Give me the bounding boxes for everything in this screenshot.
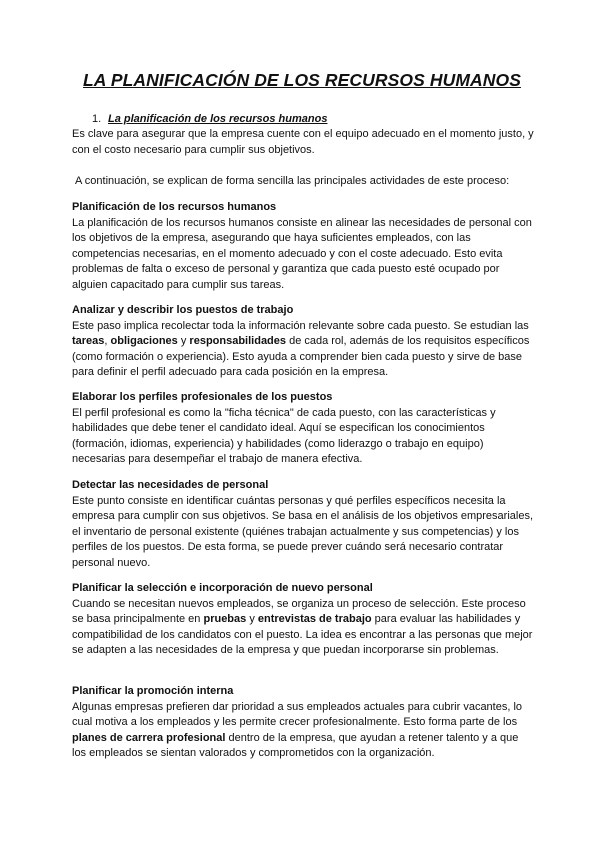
section-text: El perfil profesional es como la "ficha técnica" de cada puesto, con las características y habilidades que debe tener el candidato ideal. Aquí se especifican los conocimientos (formación, idiomas, experiencia) y habilidades (como liderazgo o trabajo en equipo) necesarias para desempeñar el trabajo de manera efectiva. xyxy=(72,406,496,465)
section-text: Cuando se necesitan nuevos empleados, se organiza un proceso de selección. Este proceso se basa principalmente en pruebas y entrevistas de trabajo para evaluar las habilidades y compatibilidad de los candidatos con el puesto. La idea es encontrar a las personas que mejor se adapten a las necesidades de la empresa y que puedan incorporarse sin problemas. xyxy=(72,597,533,656)
intro-text: Es clave para asegurar que la empresa cuente con el equipo adecuado en el momento justo, y con el costo necesario para cumplir sus objetivos. xyxy=(72,128,534,156)
lead-paragraph xyxy=(75,174,537,190)
section-promocion-interna xyxy=(72,684,534,762)
section-heading: Planificar la selección e incorporación de nuevo personal xyxy=(72,582,373,594)
numbered-list-item xyxy=(92,113,327,125)
section-perfiles-profesionales xyxy=(72,390,534,468)
document-title: LA PLANIFICACIÓN DE LOS RECURSOS HUMANOS xyxy=(83,70,521,90)
section-text: La planificación de los recursos humanos consiste en alinear las necesidades de personal con los objetivos de la empresa, asegurando que haya suficientes empleados, con las competencias necesarias, en el momento adecuado y con el coste adecuado. Esto evita problemas de falta o exceso de personal y garantiza que cada puesto esté ocupado por alguien capacitado para cumplir sus tareas. xyxy=(72,216,532,291)
section-heading: Planificación de los recursos humanos xyxy=(72,201,277,213)
lead-text: A continuación, se explican de forma sencilla las principales actividades de este proceso: xyxy=(75,175,510,187)
section-seleccion-incorporacion xyxy=(72,581,534,659)
section-text: Este punto consiste en identificar cuántas personas y qué perfiles específicos necesita la empresa para cumplir con sus objetivos. Se basa en el análisis de los objetivos empresariales, el inventario de personal existente (quiénes trabajan actualmente y sus competencias) y los perfiles de los puestos. De esta forma, se puede prever cuándo será necesario contratar personal nuevo. xyxy=(72,494,534,569)
section-heading: Detectar las necesidades de personal xyxy=(72,479,269,491)
section-analizar-puestos xyxy=(72,303,534,381)
section-heading: Planificar la promoción interna xyxy=(72,685,234,697)
section-text: Algunas empresas prefieren dar prioridad a sus empleados actuales para cubrir vacantes, lo cual motiva a los empleados y les permite crecer profesionalmente. Esto forma parte de los planes de carrera profesional dentro de la empresa, que ayudan a retener talento y a que los empleados se sientan valorados y comprometidos con la organización. xyxy=(72,700,523,759)
section-heading: Analizar y describir los puestos de trabajo xyxy=(72,304,294,316)
section-text: Este paso implica recolectar toda la información relevante sobre cada puesto. Se estudian las tareas, obligaciones y responsabilidades de cada rol, además de los requisitos específicos (como formación o experiencia). Esto ayuda a comprender bien cada puesto y sirve de base para definir el perfil adecuado para cada posición en la empresa. xyxy=(72,319,530,378)
intro-paragraph xyxy=(72,127,534,158)
section-necesidades-personal xyxy=(72,478,534,571)
section-planificacion xyxy=(72,200,534,293)
list-number: 1. xyxy=(92,113,102,125)
list-item-text: La planificación de los recursos humanos xyxy=(108,113,328,125)
section-heading: Elaborar los perfiles profesionales de los puestos xyxy=(72,391,333,403)
